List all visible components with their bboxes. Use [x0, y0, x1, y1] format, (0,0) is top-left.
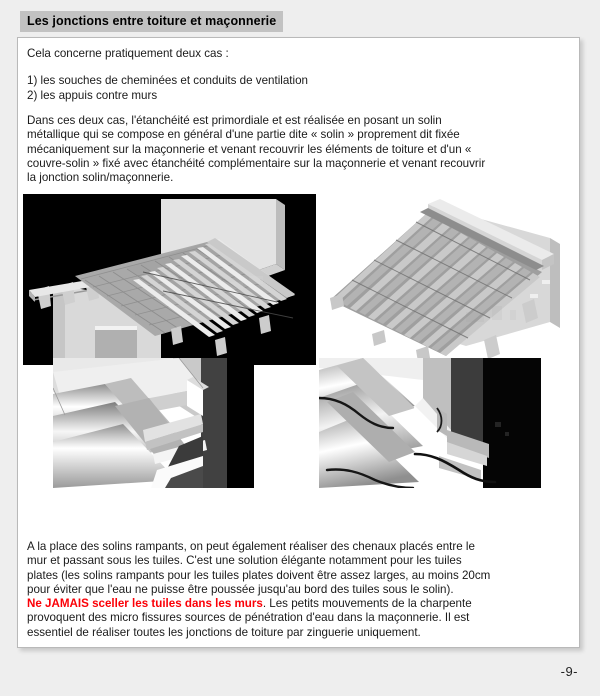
solin-paragraph-line-1: Dans ces deux cas, l'étanchéité est primordiale et est réalisée en posant un solin	[27, 114, 442, 127]
solin-paragraph-line-5: la jonction solin/maçonnerie.	[27, 171, 174, 185]
document-content-card	[17, 37, 580, 648]
page-number: -9-	[560, 664, 578, 679]
bottom-paragraph-line-1: A la place des solins rampants, on peut également réaliser des chenaux placés entre le	[27, 540, 475, 553]
couvre-solin-detail-illustration	[319, 358, 541, 488]
roof-wall-illustration	[316, 194, 574, 365]
bottom-paragraph-line-4: pour éviter que l'eau ne puisse être poussée jusqu'au bord des tuiles sous le solin).	[27, 582, 454, 596]
bottom-paragraph	[27, 540, 575, 640]
bottom-paragraph-warning-line	[27, 597, 575, 611]
bottom-paragraph-line-2: mur et passant sous les tuiles. C'est une solution élégante notamment pour les tuiles	[27, 554, 462, 568]
figure-solin-detail-render	[53, 358, 254, 488]
intro-lead: Cela concerne pratiquement deux cas :	[27, 47, 229, 60]
intro-case-2: 2) les appuis contre murs	[27, 88, 158, 102]
page-title-container	[20, 11, 283, 32]
bottom-paragraph-line-7: essentiel de réaliser toutes les jonctions de toiture par zinguerie uniquement.	[27, 625, 421, 639]
figure-roof-chimney-render	[23, 194, 316, 365]
bottom-paragraph-line-6: provoquent des micro fissures sources de pénétration d'eau dans la maçonnerie. Il est	[27, 611, 470, 625]
warning-text: Ne JAMAIS sceller les tuiles dans les murs	[27, 597, 263, 611]
intro-case-1: 1) les souches de cheminées et conduits de ventilation	[27, 74, 308, 88]
roof-chimney-illustration	[23, 194, 316, 365]
figure-roof-wall-render	[316, 194, 574, 365]
solin-detail-illustration	[53, 358, 254, 488]
solin-paragraph-line-4: couvre-solin » fixé avec étanchéité complémentaire sur la maçonnerie et venant recouvrir	[27, 156, 486, 170]
solin-paragraph-line-3: mécaniquement sur la maçonnerie et venant recouvrir les éléments de toiture et d'un «	[27, 142, 472, 156]
bottom-paragraph-line-5: . Les petits mouvements de la charpente	[262, 597, 472, 611]
solin-paragraph-line-2: métallique qui se compose en général d'une partie dite « solin » proprement dit fixée	[27, 128, 460, 142]
bottom-paragraph-line-3: plates (les solins rampants pour les tuiles plates doivent être assez larges, au moins 20cm	[27, 568, 491, 582]
page-title: Les jonctions entre toiture et maçonnerie	[20, 11, 283, 32]
figure-couvre-solin-detail-render	[319, 358, 541, 488]
